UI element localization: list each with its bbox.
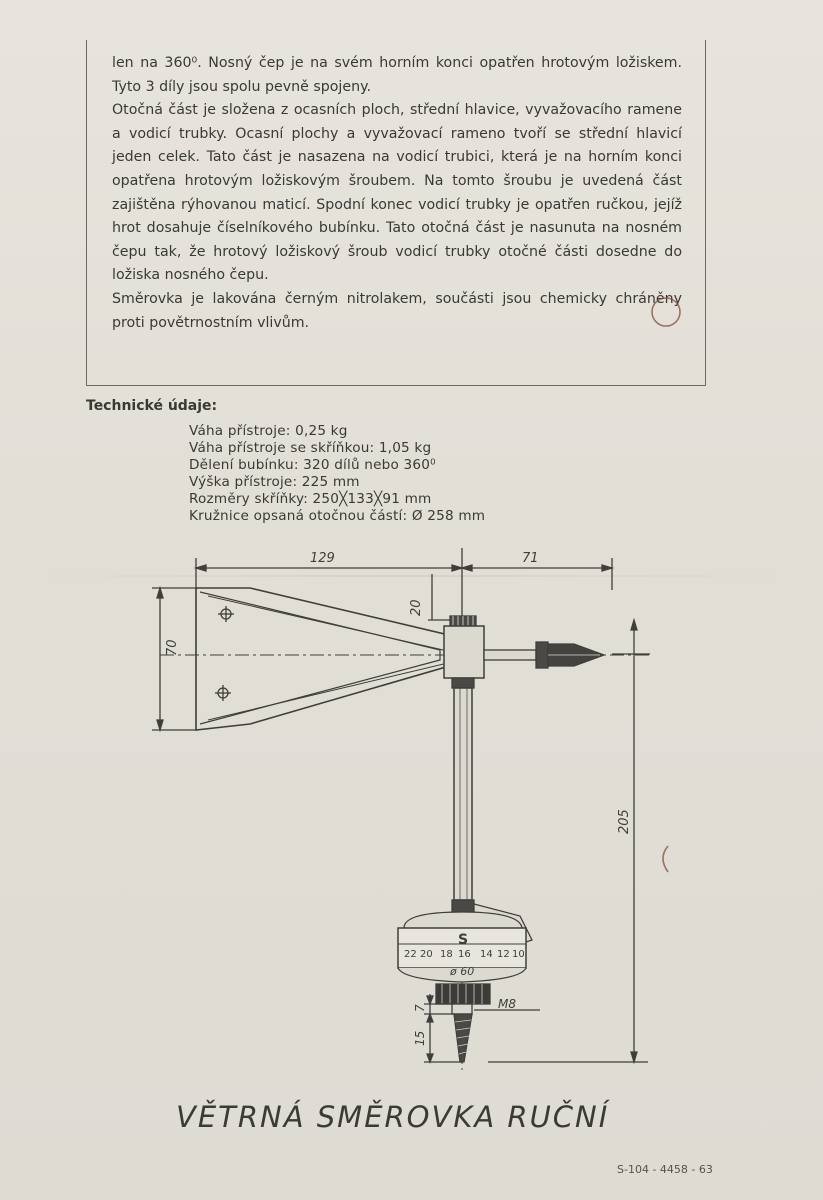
dimension-205 bbox=[488, 620, 650, 1062]
spec-item: Kružnice opsaná otočnou částí: Ø 258 mm bbox=[189, 508, 486, 524]
dimension-20 bbox=[409, 574, 470, 620]
description-paragraph-3: Směrovka je lakována černým nitrolakem, součásti jsou chemicky chráněny proti povětrnostním vlivům. bbox=[112, 290, 682, 331]
central-hub bbox=[444, 616, 484, 688]
thread-label: M8 bbox=[498, 997, 516, 1011]
spec-item: Rozměry skříňky: 250╳133╳91 mm bbox=[189, 491, 432, 507]
spec-item: Váha přístroje: 0,25 kg bbox=[189, 423, 348, 439]
dial-number: 10 bbox=[512, 949, 525, 960]
balancing-arm bbox=[484, 642, 604, 668]
dial-number: 14 bbox=[480, 949, 493, 960]
specs-title: Technické údaje: bbox=[86, 398, 218, 414]
dim-20-label: 20 bbox=[409, 599, 424, 616]
description-paragraph-1: len na 360⁰. Nosný čep je na svém horním konci opatřen hrotovým ložiskem. Tyto 3 díly jsou spolu pevně spojeny. bbox=[112, 55, 682, 95]
dial-letter: S bbox=[458, 932, 469, 948]
dial-number: 22 bbox=[404, 949, 417, 960]
dim-7-label: 7 bbox=[413, 1004, 427, 1012]
dim-71-label: 71 bbox=[522, 551, 539, 566]
dimension-70 bbox=[152, 588, 198, 730]
guide-tube bbox=[452, 688, 474, 914]
dim-15-label: 15 bbox=[413, 1030, 427, 1046]
dial-number: 16 bbox=[458, 949, 471, 960]
spec-item: Dělení bubínku: 320 dílů nebo 360⁰ bbox=[189, 457, 436, 473]
dial-drum bbox=[398, 912, 526, 982]
stain-mark bbox=[652, 298, 680, 326]
dial-number: 20 bbox=[420, 949, 433, 960]
dim-129-label: 129 bbox=[310, 551, 335, 566]
dimension-71 bbox=[462, 551, 612, 590]
spec-item: Váha přístroje se skříňkou: 1,05 kg bbox=[189, 440, 432, 456]
threaded-spike bbox=[454, 1014, 472, 1062]
document-number: S-104 - 4458 - 63 bbox=[617, 1163, 713, 1176]
dim-205-label: 205 bbox=[617, 809, 632, 834]
drawing-caption: VĚTRNÁ SMĚROVKA RUČNÍ bbox=[176, 1100, 610, 1134]
diameter-label: ø 60 bbox=[450, 965, 475, 978]
spec-item: Výška přístroje: 225 mm bbox=[189, 474, 360, 490]
dial-number: 12 bbox=[497, 949, 510, 960]
dial-number: 18 bbox=[440, 949, 453, 960]
description-paragraph-2: Otočná část je složena z ocasních ploch, střední hlavice, vyvažovacího ramene a vodicí trubky. Ocasní plochy a vyvažovací rameno tvoří se střední hlavicí jeden celek. Tato část je nasazena na vodicí trubici, která je na horním konci opatřena hrotovým ložiskovým šroubem. Na tomto šroubu je uvedená část zajištěna rýhovanou maticí. Spodní konec vodicí trubky je opatřen ručkou, jejíž hrot dosahuje číselníkového bubínku. Tato otočná část je nasunuta na nosném čepu tak, že hrotový ložiskový šroub vodicí trubky otočné části dosedne do ložiska nosného čepu. bbox=[112, 102, 682, 284]
stain-mark bbox=[663, 846, 668, 872]
tail-fin bbox=[196, 588, 470, 730]
dim-70-label: 70 bbox=[165, 639, 180, 656]
